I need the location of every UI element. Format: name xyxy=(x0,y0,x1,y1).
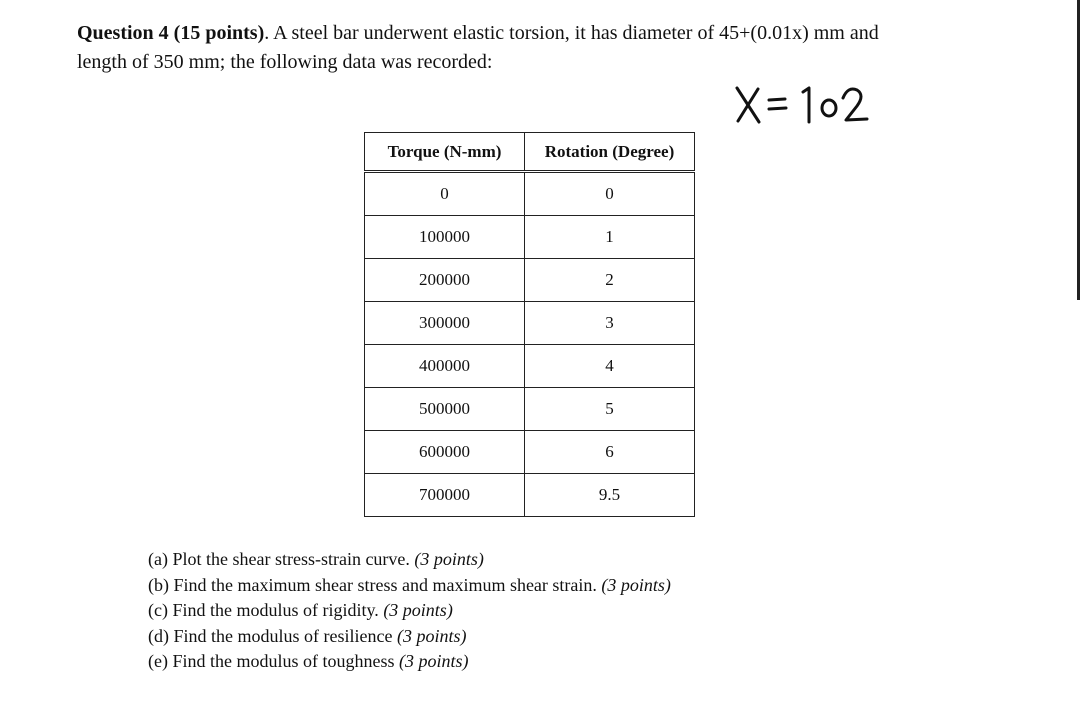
intro-line-1 xyxy=(77,19,977,48)
torque-cell: 700000 xyxy=(365,474,525,517)
part-text: (a) Plot the shear stress-strain curve. xyxy=(148,549,415,569)
table-row xyxy=(365,345,695,388)
torque-cell: 300000 xyxy=(365,302,525,345)
rotation-cell: 1 xyxy=(525,216,695,259)
part-points: (3 points) xyxy=(414,549,484,569)
torque-cell: 100000 xyxy=(365,216,525,259)
rotation-cell: 6 xyxy=(525,431,695,474)
part-text: (d) Find the modulus of resilience xyxy=(148,625,397,646)
part-points: (3 points) xyxy=(601,574,671,595)
part-c xyxy=(148,598,671,624)
handwritten-note xyxy=(733,80,883,130)
question-heading: Question 4 (15 points) xyxy=(77,22,265,44)
table-row xyxy=(365,474,695,517)
part-text: (b) Find the maximum shear stress and maximum shear strain. xyxy=(148,574,602,595)
table-row xyxy=(365,388,695,431)
torque-cell: 600000 xyxy=(365,431,525,474)
torque-cell: 500000 xyxy=(365,388,525,431)
handwritten-digit-1 xyxy=(803,88,809,122)
part-a xyxy=(148,547,671,573)
handwritten-digit-0 xyxy=(822,100,836,116)
torque-rotation-table xyxy=(364,132,695,517)
question-text-line1: . A steel bar underwent elastic torsion, it has diameter of 45+(0.01x) mm and xyxy=(264,22,879,44)
part-points: (3 points) xyxy=(396,625,467,646)
rotation-cell: 4 xyxy=(525,345,695,388)
table-row xyxy=(365,259,695,302)
rotation-cell: 0 xyxy=(525,172,695,216)
question-parts-list xyxy=(148,547,671,675)
part-points: (3 points) xyxy=(383,600,453,620)
rotation-cell: 9.5 xyxy=(525,474,695,517)
torque-cell: 0 xyxy=(365,172,525,216)
header-rotation: Rotation (Degree) xyxy=(525,133,695,172)
header-torque: Torque (N-mm) xyxy=(365,133,525,172)
table-row xyxy=(365,431,695,474)
rotation-cell: 2 xyxy=(525,259,695,302)
torque-cell: 200000 xyxy=(365,259,525,302)
table-row xyxy=(365,216,695,259)
part-text: (e) Find the modulus of toughness xyxy=(148,651,399,671)
part-points: (3 points) xyxy=(398,651,469,671)
question-intro xyxy=(77,19,977,77)
handwritten-equals-bottom xyxy=(769,108,786,109)
part-e xyxy=(148,649,671,675)
question-text-line2: length of 350 mm; the following data was recorded: xyxy=(77,51,493,73)
rotation-cell: 5 xyxy=(525,388,695,431)
handwritten-digit-2 xyxy=(843,89,867,120)
table-header-row xyxy=(365,133,695,172)
part-d xyxy=(148,624,671,650)
torque-cell: 400000 xyxy=(365,345,525,388)
table-row xyxy=(365,172,695,216)
part-b xyxy=(148,573,671,599)
handwritten-equals-top xyxy=(769,99,785,100)
rotation-cell: 3 xyxy=(525,302,695,345)
table-row xyxy=(365,302,695,345)
part-text: (c) Find the modulus of rigidity. xyxy=(148,600,384,620)
